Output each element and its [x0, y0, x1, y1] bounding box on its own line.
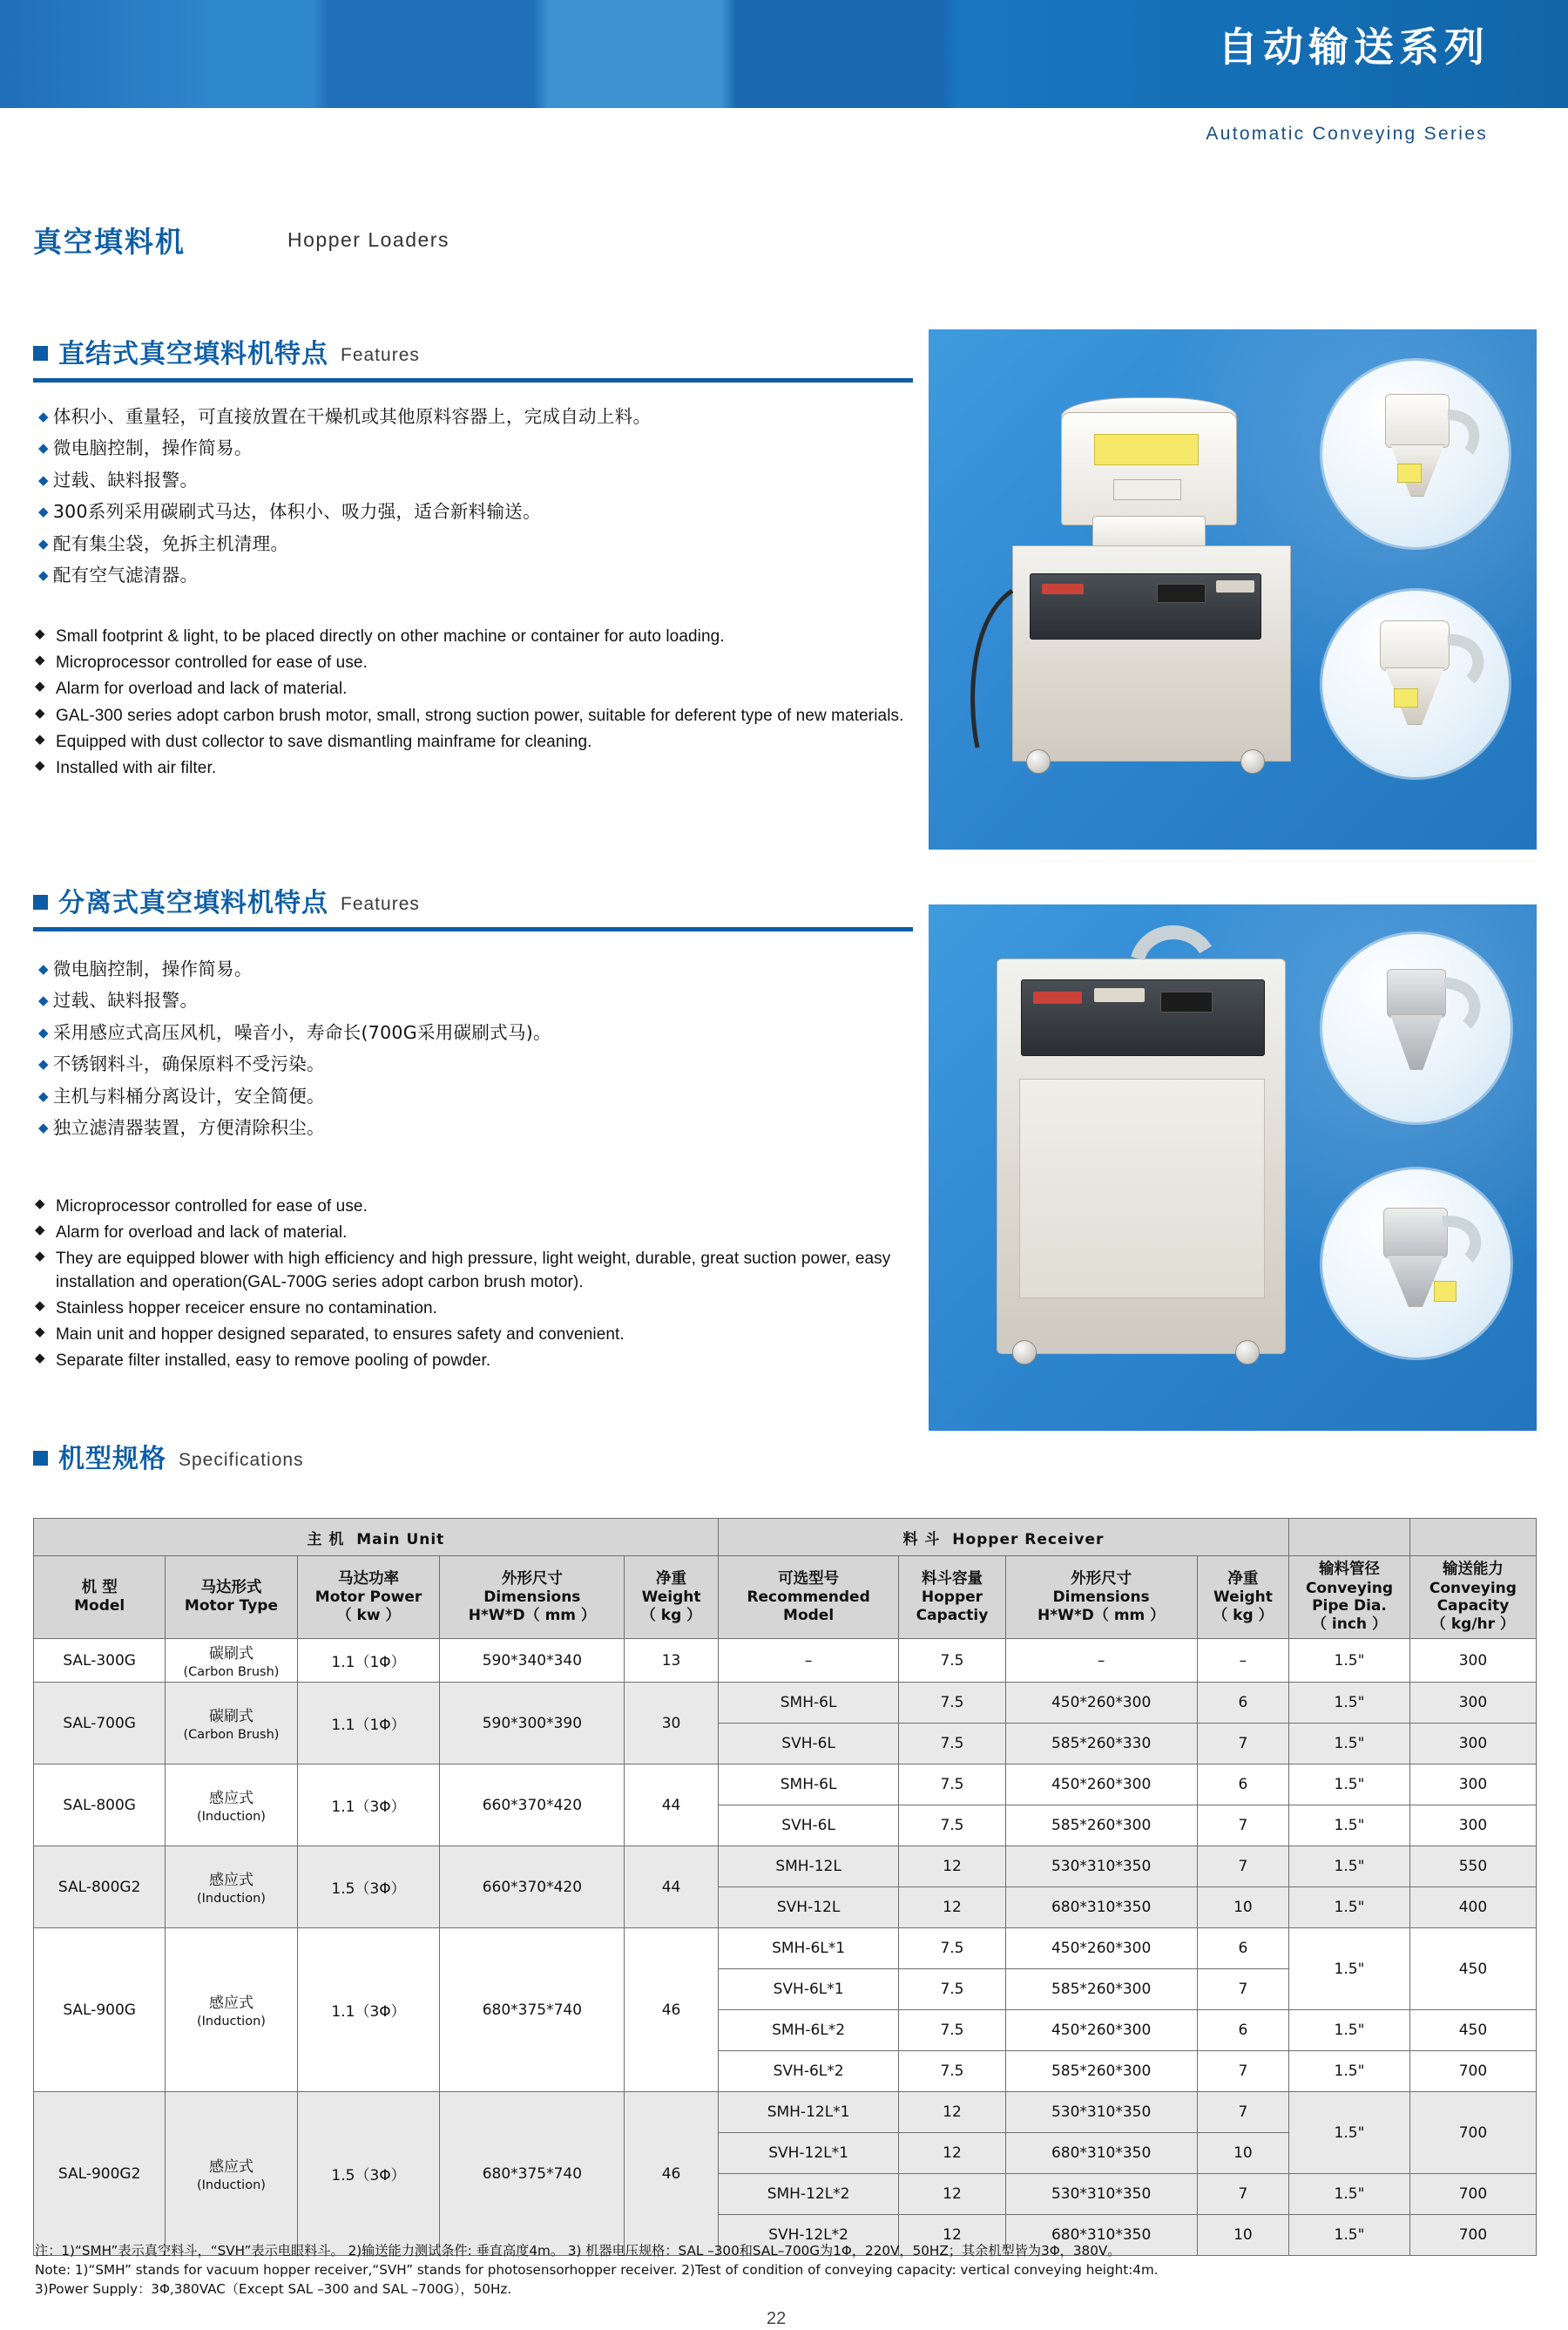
cell-pipe-dia: 1.5" [1289, 1805, 1410, 1846]
section-2-en-list [35, 1195, 906, 1377]
product-photo-direct-type [929, 329, 1537, 850]
list-item: ◆ 体积小、重量轻，可直接放置在干燥机或其他原料容器上，完成自动上料。 [38, 406, 652, 427]
list-item: ◆ 配有集尘袋，免拆主机清理。 [38, 532, 289, 554]
cell-hopper-weight: – [1197, 1639, 1288, 1683]
cell-hopper-capacity: 12 [899, 1846, 1005, 1887]
list-item: ◆ They are equipped blower with high efficiency and high pressure, light weight, durable, great suction power, easy installation and operation(GAL-700G series adopt carbon brush motor). [35, 1249, 891, 1291]
cell-hopper-capacity: 7.5 [899, 1639, 1005, 1683]
cell-model: SAL-900G [34, 1928, 166, 2092]
list-item: ◆ Installed with air filter. [35, 758, 217, 778]
cell-hopper-capacity: 12 [899, 2215, 1005, 2256]
footnote-line-1: 注：1)“SMH”表示真空料斗，“SVH”表示电眼料斗。 2)输送能力测试条件: 垂直高度4m。 3) 机器电压规格：SAL –300和SAL–700G为1Φ，220V，50HZ；其余机型皆为3Φ，380V。 [35, 2243, 1121, 2259]
col-pipe-dia: 输料管径 Conveying Pipe Dia. （ inch ） [1289, 1556, 1410, 1639]
cell-hopper-capacity: 7.5 [899, 1764, 1005, 1805]
table-body [34, 1639, 1537, 2256]
section-1-heading-en: Features [341, 345, 420, 365]
cell-hopper-weight: 7 [1197, 2051, 1288, 2092]
cell-motor-power: 1.1（1Φ） [297, 1639, 440, 1683]
cell-model: SAL-900G2 [34, 2092, 166, 2256]
list-item: ◆ Stainless hopper receicer ensure no contamination. [35, 1297, 438, 1317]
hopper-inlet-pipe [1322, 591, 1509, 777]
inset-photo-circle-top [1322, 934, 1511, 1122]
cell-pipe-dia: 1.5" [1289, 2174, 1410, 2215]
diamond-icon: ◆ [35, 1324, 45, 1340]
list-item: ◆ Alarm for overload and lack of material. [35, 1223, 348, 1243]
cell-motor-power: 1.5（3Φ） [297, 1846, 440, 1928]
cell-hopper-capacity: 12 [899, 2092, 1005, 2133]
list-item: ◆ 微电脑控制，操作简易。 [38, 437, 253, 459]
list-item: ◆ 过载、缺料报警。 [38, 469, 199, 491]
list-item: ◆ 独立滤清器装置，方便清除积尘。 [38, 1117, 325, 1139]
cell-hopper-capacity: 12 [899, 2133, 1005, 2174]
cell-recommended-model: SVH-12L [718, 1887, 899, 1928]
diamond-icon: ◆ [38, 1087, 49, 1104]
diamond-icon: ◆ [35, 705, 45, 721]
cell-pipe-dia: 1.5" [1289, 1764, 1410, 1805]
cell-conveying-capacity: 300 [1409, 1764, 1536, 1805]
section-2-cn-list [38, 953, 918, 1144]
cell-main-dimensions: 680*375*740 [440, 1928, 625, 2092]
cell-recommended-model: SMH-6L*1 [718, 1928, 899, 1969]
group-header-pipe-spacer [1289, 1519, 1410, 1556]
col-motor-power: 马达功率 Motor Power （ kw ） [297, 1556, 440, 1639]
cell-main-weight: 46 [625, 2092, 718, 2256]
cell-hopper-dimensions: 530*310*350 [1005, 1846, 1197, 1887]
diamond-icon: ◆ [35, 758, 45, 774]
table-row [34, 1639, 1537, 1683]
cell-conveying-capacity: 450 [1409, 2010, 1536, 2051]
hopper-inlet-pipe [1322, 934, 1511, 1122]
cell-hopper-weight: 6 [1197, 1764, 1288, 1805]
cell-motor-power: 1.1（3Φ） [297, 1764, 440, 1846]
diamond-icon: ◆ [38, 440, 49, 457]
cell-hopper-weight: 6 [1197, 2010, 1288, 2051]
cell-conveying-capacity: 400 [1409, 1887, 1536, 1928]
cell-conveying-capacity: 550 [1409, 1846, 1536, 1887]
diamond-icon: ◆ [35, 1351, 45, 1366]
cell-hopper-weight: 7 [1197, 1969, 1288, 2010]
list-item: ◆ 配有空气滤清器。 [38, 565, 199, 586]
list-item: ◆ Separate filter installed, easy to remove pooling of powder. [35, 1351, 491, 1371]
cell-main-dimensions: 660*370*420 [440, 1846, 625, 1928]
section-marker-icon [33, 895, 48, 910]
cell-conveying-capacity: 700 [1409, 2174, 1536, 2215]
cell-main-dimensions: 590*340*340 [440, 1639, 625, 1683]
cell-conveying-capacity: 450 [1409, 1928, 1536, 2010]
page-number: 22 [767, 2309, 787, 2328]
diamond-icon: ◆ [38, 567, 49, 584]
spec-section-heading [33, 1446, 304, 1473]
cell-hopper-dimensions: 680*310*350 [1005, 2215, 1197, 2256]
cell-recommended-model: SMH-6L [718, 1764, 899, 1805]
cell-recommended-model: SVH-6L [718, 1805, 899, 1846]
table-row [34, 2092, 1537, 2133]
cell-recommended-model: SMH-6L [718, 1683, 899, 1724]
product-photo-separate-type [929, 904, 1537, 1431]
table-row [34, 1846, 1537, 1887]
table-row [34, 1683, 1537, 1724]
cell-recommended-model: SMH-6L*2 [718, 2010, 899, 2051]
cell-conveying-capacity: 300 [1409, 1639, 1536, 1683]
col-recommended-model: 可选型号 Recommended Model [718, 1556, 899, 1639]
section-2-heading-en: Features [341, 894, 420, 914]
cell-hopper-dimensions: 530*310*350 [1005, 2092, 1197, 2133]
cell-recommended-model: SMH-12L*2 [718, 2174, 899, 2215]
cell-hopper-dimensions: 450*260*300 [1005, 2010, 1197, 2051]
cell-main-weight: 44 [625, 1846, 718, 1928]
cell-main-dimensions: 590*300*390 [440, 1683, 625, 1764]
cell-hopper-capacity: 12 [899, 2174, 1005, 2215]
cell-recommended-model: SMH-12L [718, 1846, 899, 1887]
list-item: ◆ Main unit and hopper designed separated, to ensures safety and convenient. [35, 1324, 625, 1344]
cell-hopper-weight: 7 [1197, 1724, 1288, 1764]
section-1-cn-list [38, 401, 918, 592]
diamond-icon: ◆ [38, 471, 49, 488]
spec-heading-en: Specifications [179, 1450, 304, 1470]
cell-recommended-model: SMH-12L*1 [718, 2092, 899, 2133]
cell-pipe-dia: 1.5" [1289, 1887, 1410, 1928]
diamond-icon: ◆ [38, 409, 49, 424]
cell-motor-type: 感应式 (Induction) [166, 1928, 297, 2092]
cell-motor-type: 感应式 (Induction) [166, 1764, 297, 1846]
cell-hopper-dimensions: 585*260*300 [1005, 2051, 1197, 2092]
cell-hopper-dimensions: 450*260*300 [1005, 1764, 1197, 1805]
header-title-en: Automatic Conveying Series [1206, 124, 1488, 144]
section-marker-icon [33, 1451, 48, 1466]
cell-hopper-dimensions: 585*260*300 [1005, 1969, 1197, 2010]
cell-motor-power: 1.5（3Φ） [297, 2092, 440, 2256]
col-model: 机 型 Model [34, 1556, 166, 1639]
diamond-icon: ◆ [38, 1056, 49, 1073]
cell-hopper-dimensions: 530*310*350 [1005, 2174, 1197, 2215]
cell-motor-type: 碳刷式 (Carbon Brush) [166, 1639, 297, 1683]
cell-hopper-dimensions: – [1005, 1639, 1197, 1683]
page-title-en: Hopper Loaders [287, 228, 449, 251]
section-1-rule [33, 378, 913, 383]
section-2-heading-cn: 分离式真空填料机特点 [58, 888, 328, 918]
cell-hopper-capacity: 7.5 [899, 1928, 1005, 1969]
cell-conveying-capacity: 300 [1409, 1724, 1536, 1764]
cell-hopper-weight: 10 [1197, 2133, 1288, 2174]
diamond-icon: ◆ [35, 1196, 45, 1211]
table-group-header-row [34, 1519, 1537, 1556]
diamond-icon: ◆ [38, 1120, 49, 1136]
section-1-heading [33, 339, 420, 369]
cell-recommended-model: SVH-6L*1 [718, 1969, 899, 2010]
cell-hopper-weight: 7 [1197, 2092, 1288, 2133]
header-title-cn: 自动输送系列 [1218, 24, 1490, 71]
cell-pipe-dia: 1.5" [1289, 2010, 1410, 2051]
list-item: ◆ Equipped with dust collector to save dismantling mainframe for cleaning. [35, 731, 592, 751]
diamond-icon: ◆ [38, 535, 49, 552]
cell-main-weight: 46 [625, 1928, 718, 2092]
diamond-icon: ◆ [38, 961, 49, 977]
table-row [34, 1764, 1537, 1805]
list-item: ◆ Small footprint & light, to be placed directly on other machine or container for auto loading. [35, 627, 725, 646]
cell-main-weight: 30 [625, 1683, 718, 1764]
cell-motor-type: 感应式 (Induction) [166, 1846, 297, 1928]
cell-model: SAL-800G [34, 1764, 166, 1846]
cell-conveying-capacity: 300 [1409, 1805, 1536, 1846]
diamond-icon: ◆ [35, 627, 45, 641]
cell-hopper-weight: 10 [1197, 1887, 1288, 1928]
footnote-line-3: 3)Power Supply：3Φ,380VAC（Except SAL –300 and SAL –700G），50Hz. [35, 2281, 512, 2298]
cell-hopper-capacity: 7.5 [899, 1724, 1005, 1764]
cell-model: SAL-700G [34, 1683, 166, 1764]
table-column-header-row [34, 1556, 1537, 1639]
list-item: ◆ 微电脑控制，操作简易。 [38, 958, 253, 979]
cell-hopper-dimensions: 450*260*300 [1005, 1683, 1197, 1724]
spec-heading-cn: 机型规格 [58, 1444, 166, 1474]
cell-conveying-capacity: 700 [1409, 2092, 1536, 2174]
cell-motor-type: 碳刷式 (Carbon Brush) [166, 1683, 297, 1764]
section-1-heading-cn: 直结式真空填料机特点 [58, 339, 328, 369]
diamond-icon: ◆ [35, 653, 45, 668]
cell-conveying-capacity: 700 [1409, 2051, 1536, 2092]
group-header-capacity-spacer [1409, 1519, 1536, 1556]
cell-hopper-dimensions: 585*260*300 [1005, 1805, 1197, 1846]
section-marker-icon [33, 346, 48, 361]
cell-hopper-capacity: 7.5 [899, 1683, 1005, 1724]
cell-conveying-capacity: 700 [1409, 2215, 1536, 2256]
table-row [34, 1928, 1537, 1969]
diamond-icon: ◆ [35, 1297, 45, 1313]
specifications-table [33, 1518, 1537, 2256]
cell-hopper-weight: 10 [1197, 2215, 1288, 2256]
hopper-inlet-pipe [1322, 361, 1509, 547]
cell-hopper-dimensions: 680*310*350 [1005, 1887, 1197, 1928]
inset-photo-circle-top [1322, 361, 1509, 547]
group-header-hopper: 料 斗 Hopper Receiver [718, 1519, 1288, 1556]
col-motor-type: 马达形式 Motor Type [166, 1556, 297, 1639]
footnote-line-2: Note: 1)“SMH” stands for vacuum hopper receiver,“SVH” stands for photosensorhopper receiver. 2)Test of condition of conveying capacity: vertical conveying height:4m. [35, 2262, 1159, 2279]
cell-main-weight: 13 [625, 1639, 718, 1683]
cell-hopper-capacity: 7.5 [899, 2010, 1005, 2051]
list-item: ◆ 300系列采用碳刷式马达，体积小、吸力强，适合新料输送。 [38, 501, 541, 523]
cell-motor-power: 1.1（3Φ） [297, 1928, 440, 2092]
cell-hopper-capacity: 7.5 [899, 1805, 1005, 1846]
cell-hopper-dimensions: 450*260*300 [1005, 1928, 1197, 1969]
section-2-rule [33, 927, 913, 931]
inset-photo-circle-bottom [1322, 591, 1509, 777]
cell-hopper-dimensions: 585*260*330 [1005, 1724, 1197, 1764]
diamond-icon: ◆ [35, 731, 45, 747]
cell-hopper-capacity: 7.5 [899, 2051, 1005, 2092]
list-item: ◆ GAL-300 series adopt carbon brush motor, small, strong suction power, suitable for deferent type of new materials. [35, 705, 904, 725]
list-item: ◆ 不锈钢料斗，确保原料不受污染。 [38, 1053, 325, 1075]
footnotes [35, 2241, 1542, 2299]
section-1-en-list [35, 626, 906, 783]
cell-recommended-model: SVH-12L*1 [718, 2133, 899, 2174]
cell-main-dimensions: 680*375*740 [440, 2092, 625, 2256]
cell-hopper-weight: 7 [1197, 1805, 1288, 1846]
cell-hopper-capacity: 12 [899, 1887, 1005, 1928]
cell-pipe-dia: 1.5" [1289, 2215, 1410, 2256]
cell-model: SAL-300G [34, 1639, 166, 1683]
hopper-inlet-pipe [1322, 1169, 1511, 1358]
diamond-icon: ◆ [35, 1249, 45, 1264]
col-main-dimensions: 外形尺寸 Dimensions H*W*D（ mm ） [440, 1556, 625, 1639]
cell-model: SAL-800G2 [34, 1846, 166, 1928]
list-item: ◆ 采用感应式高压风机，噪音小，寿命长(700G采用碳刷式马)。 [38, 1021, 551, 1043]
cell-pipe-dia: 1.5" [1289, 2092, 1410, 2174]
col-hopper-capacity: 料斗容量 Hopper Capactiy [899, 1556, 1005, 1639]
cell-pipe-dia: 1.5" [1289, 2051, 1410, 2092]
cell-pipe-dia: 1.5" [1289, 1928, 1410, 2010]
cell-pipe-dia: 1.5" [1289, 1639, 1410, 1683]
list-item: ◆ 过载、缺料报警。 [38, 990, 199, 1012]
col-main-weight: 净重 Weight （ kg ） [625, 1556, 718, 1639]
cell-hopper-weight: 7 [1197, 2174, 1288, 2215]
cell-hopper-weight: 6 [1197, 1683, 1288, 1724]
cell-recommended-model: SVH-6L*2 [718, 2051, 899, 2092]
cell-main-dimensions: 660*370*420 [440, 1764, 625, 1846]
cell-hopper-weight: 7 [1197, 1846, 1288, 1887]
cell-recommended-model: – [718, 1639, 899, 1683]
cell-pipe-dia: 1.5" [1289, 1724, 1410, 1764]
cell-pipe-dia: 1.5" [1289, 1683, 1410, 1724]
cell-motor-power: 1.1（1Φ） [297, 1683, 440, 1764]
diamond-icon: ◆ [38, 992, 49, 1009]
cell-motor-type: 感应式 (Induction) [166, 2092, 297, 2256]
col-hopper-dimensions: 外形尺寸 Dimensions H*W*D（ mm ） [1005, 1556, 1197, 1639]
inset-photo-circle-bottom [1322, 1169, 1511, 1358]
list-item: ◆ Microprocessor controlled for ease of use. [35, 653, 368, 673]
cell-recommended-model: SVH-12L*2 [718, 2215, 899, 2256]
diamond-icon: ◆ [38, 1024, 49, 1040]
cell-pipe-dia: 1.5" [1289, 1846, 1410, 1887]
list-item: ◆ Microprocessor controlled for ease of use. [35, 1196, 368, 1216]
section-2-heading [33, 888, 420, 918]
diamond-icon: ◆ [35, 1223, 45, 1238]
cell-conveying-capacity: 300 [1409, 1683, 1536, 1724]
cell-hopper-dimensions: 680*310*350 [1005, 2133, 1197, 2174]
cell-hopper-capacity: 7.5 [899, 1969, 1005, 2010]
cell-main-weight: 44 [625, 1764, 718, 1846]
cell-recommended-model: SVH-6L [718, 1724, 899, 1764]
list-item: ◆ Alarm for overload and lack of material. [35, 679, 348, 699]
cell-hopper-weight: 6 [1197, 1928, 1288, 1969]
diamond-icon: ◆ [35, 679, 45, 694]
list-item: ◆ 主机与料桶分离设计，安全简便。 [38, 1085, 325, 1107]
page-title-cn: 真空填料机 [33, 225, 186, 259]
group-header-main-unit: 主 机 Main Unit [34, 1519, 719, 1556]
diamond-icon: ◆ [38, 504, 49, 520]
col-conveying-capacity: 输送能力 Conveying Capacity （ kg/hr ） [1409, 1556, 1536, 1639]
col-hopper-weight: 净重 Weight （ kg ） [1197, 1556, 1288, 1639]
